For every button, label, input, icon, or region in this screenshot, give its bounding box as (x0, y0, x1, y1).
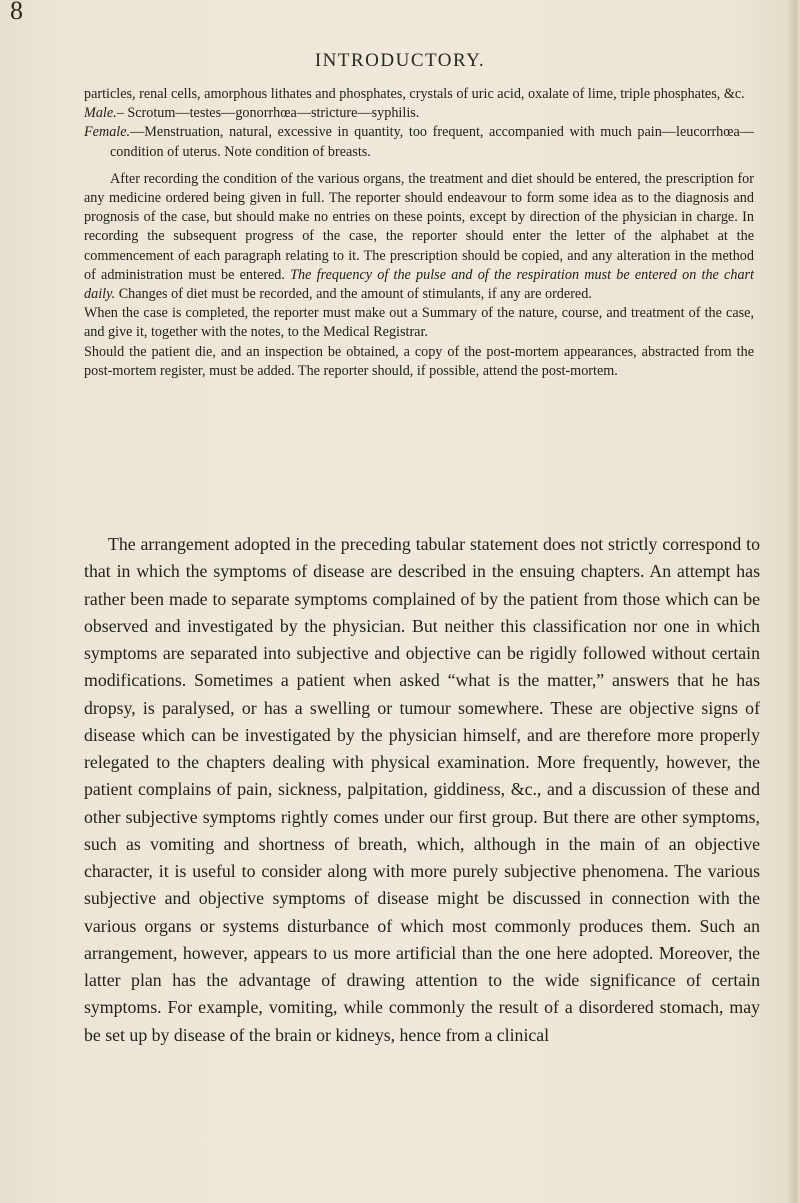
male-text: – Scrotum—testes—gonorrhœa—stricture—syphilis. (116, 105, 420, 122)
small-print-section (84, 85, 754, 381)
completed-paragraph: When the case is completed, the reporter must make out a Summary of the nature, course, and treatment of the case, and give it, together with the notes, to the Medical Registrar. (84, 305, 754, 341)
main-paragraph: The arrangement adopted in the preceding tabular statement does not strictly correspond to that in which the symptoms of disease are described in the ensuing chapters. An attempt has rather been made to separate symptoms complained of by the patient from those which can be observed and investigated by the physician. But neither this classification nor one in which symptoms are separated into subjective and objective can be rigidly followed without certain modifications. Sometimes a patient when asked “what is the matter,” answers that he has dropsy, is paralysed, or has a swelling or tumour somewhere. These are objective signs of disease which can be investigated by the physician himself, and are therefore more properly relegated to the chapters dealing with physical examination. More frequently, however, the patient complains of pain, sickness, palpitation, giddiness, &c., and a discussion of these and other subjective symptoms rightly comes under our first group. But there are other symptoms, such as vomiting and shortness of breath, which, although in the main of an objective character, it is useful to consider along with more purely subjective phenomena. The various subjective and objective symptoms of disease might be discussed in connection with the various organs or systems disturbance of which most commonly produces them. Such an arrangement, however, appears to us more artificial than the one here adopted. Moreover, the latter plan has the advantage of drawing attention to the wide significance of certain symptoms. For example, vomiting, while commonly the result of a disordered stomach, may be set up by disease of the brain or kidneys, hence from a clinical (84, 534, 760, 1045)
urine-deposits-line: particles, renal cells, amorphous lithates and phosphates, crystals of uric acid, oxalate of lime, triple phosphates, &c. (84, 86, 745, 102)
post-mortem-paragraph: Should the patient die, and an inspection be obtained, a copy of the post-mortem appearances, abstracted from the post-mortem register, must be added. The reporter should, if possible, attend the post-mortem. (84, 343, 754, 379)
main-text-section (84, 531, 760, 1049)
female-entry (84, 123, 754, 161)
treatment-italic: The frequency of the pulse and of the respiration must be entered on the chart daily. (84, 266, 754, 303)
treatment-text-1: After recording the condition of the various organs, the treatment and diet should be entered, the prescription for any medicine ordered being given in full. The reporter should endeavour to form some idea as to the diagnosis and prognosis of the case, but should make no entries on these points, except by direction of the physician in charge. In recording the subsequent progress of the case, the reporter should enter the letter of the alphabet at the commencement of each paragraph relating to it. The prescription should be copied, and any alteration in the method of administration must be entered. (84, 170, 754, 283)
female-label: Female. (84, 124, 131, 141)
female-text: —Menstruation, natural, excessive in quantity, too frequent, accompanied with much pain—leucorrhœa—condition of uterus. Note condition of breasts. (110, 124, 754, 160)
page-number: 8 (10, 0, 23, 25)
treatment-paragraph (84, 170, 754, 304)
treatment-text-2: Changes of diet must be recorded, and the amount of stimulants, if any are ordered. (118, 286, 592, 303)
running-head: INTRODUCTORY. (314, 50, 486, 71)
male-entry (84, 104, 754, 123)
male-label: Male. (84, 105, 117, 122)
page-edge (788, 0, 800, 1203)
